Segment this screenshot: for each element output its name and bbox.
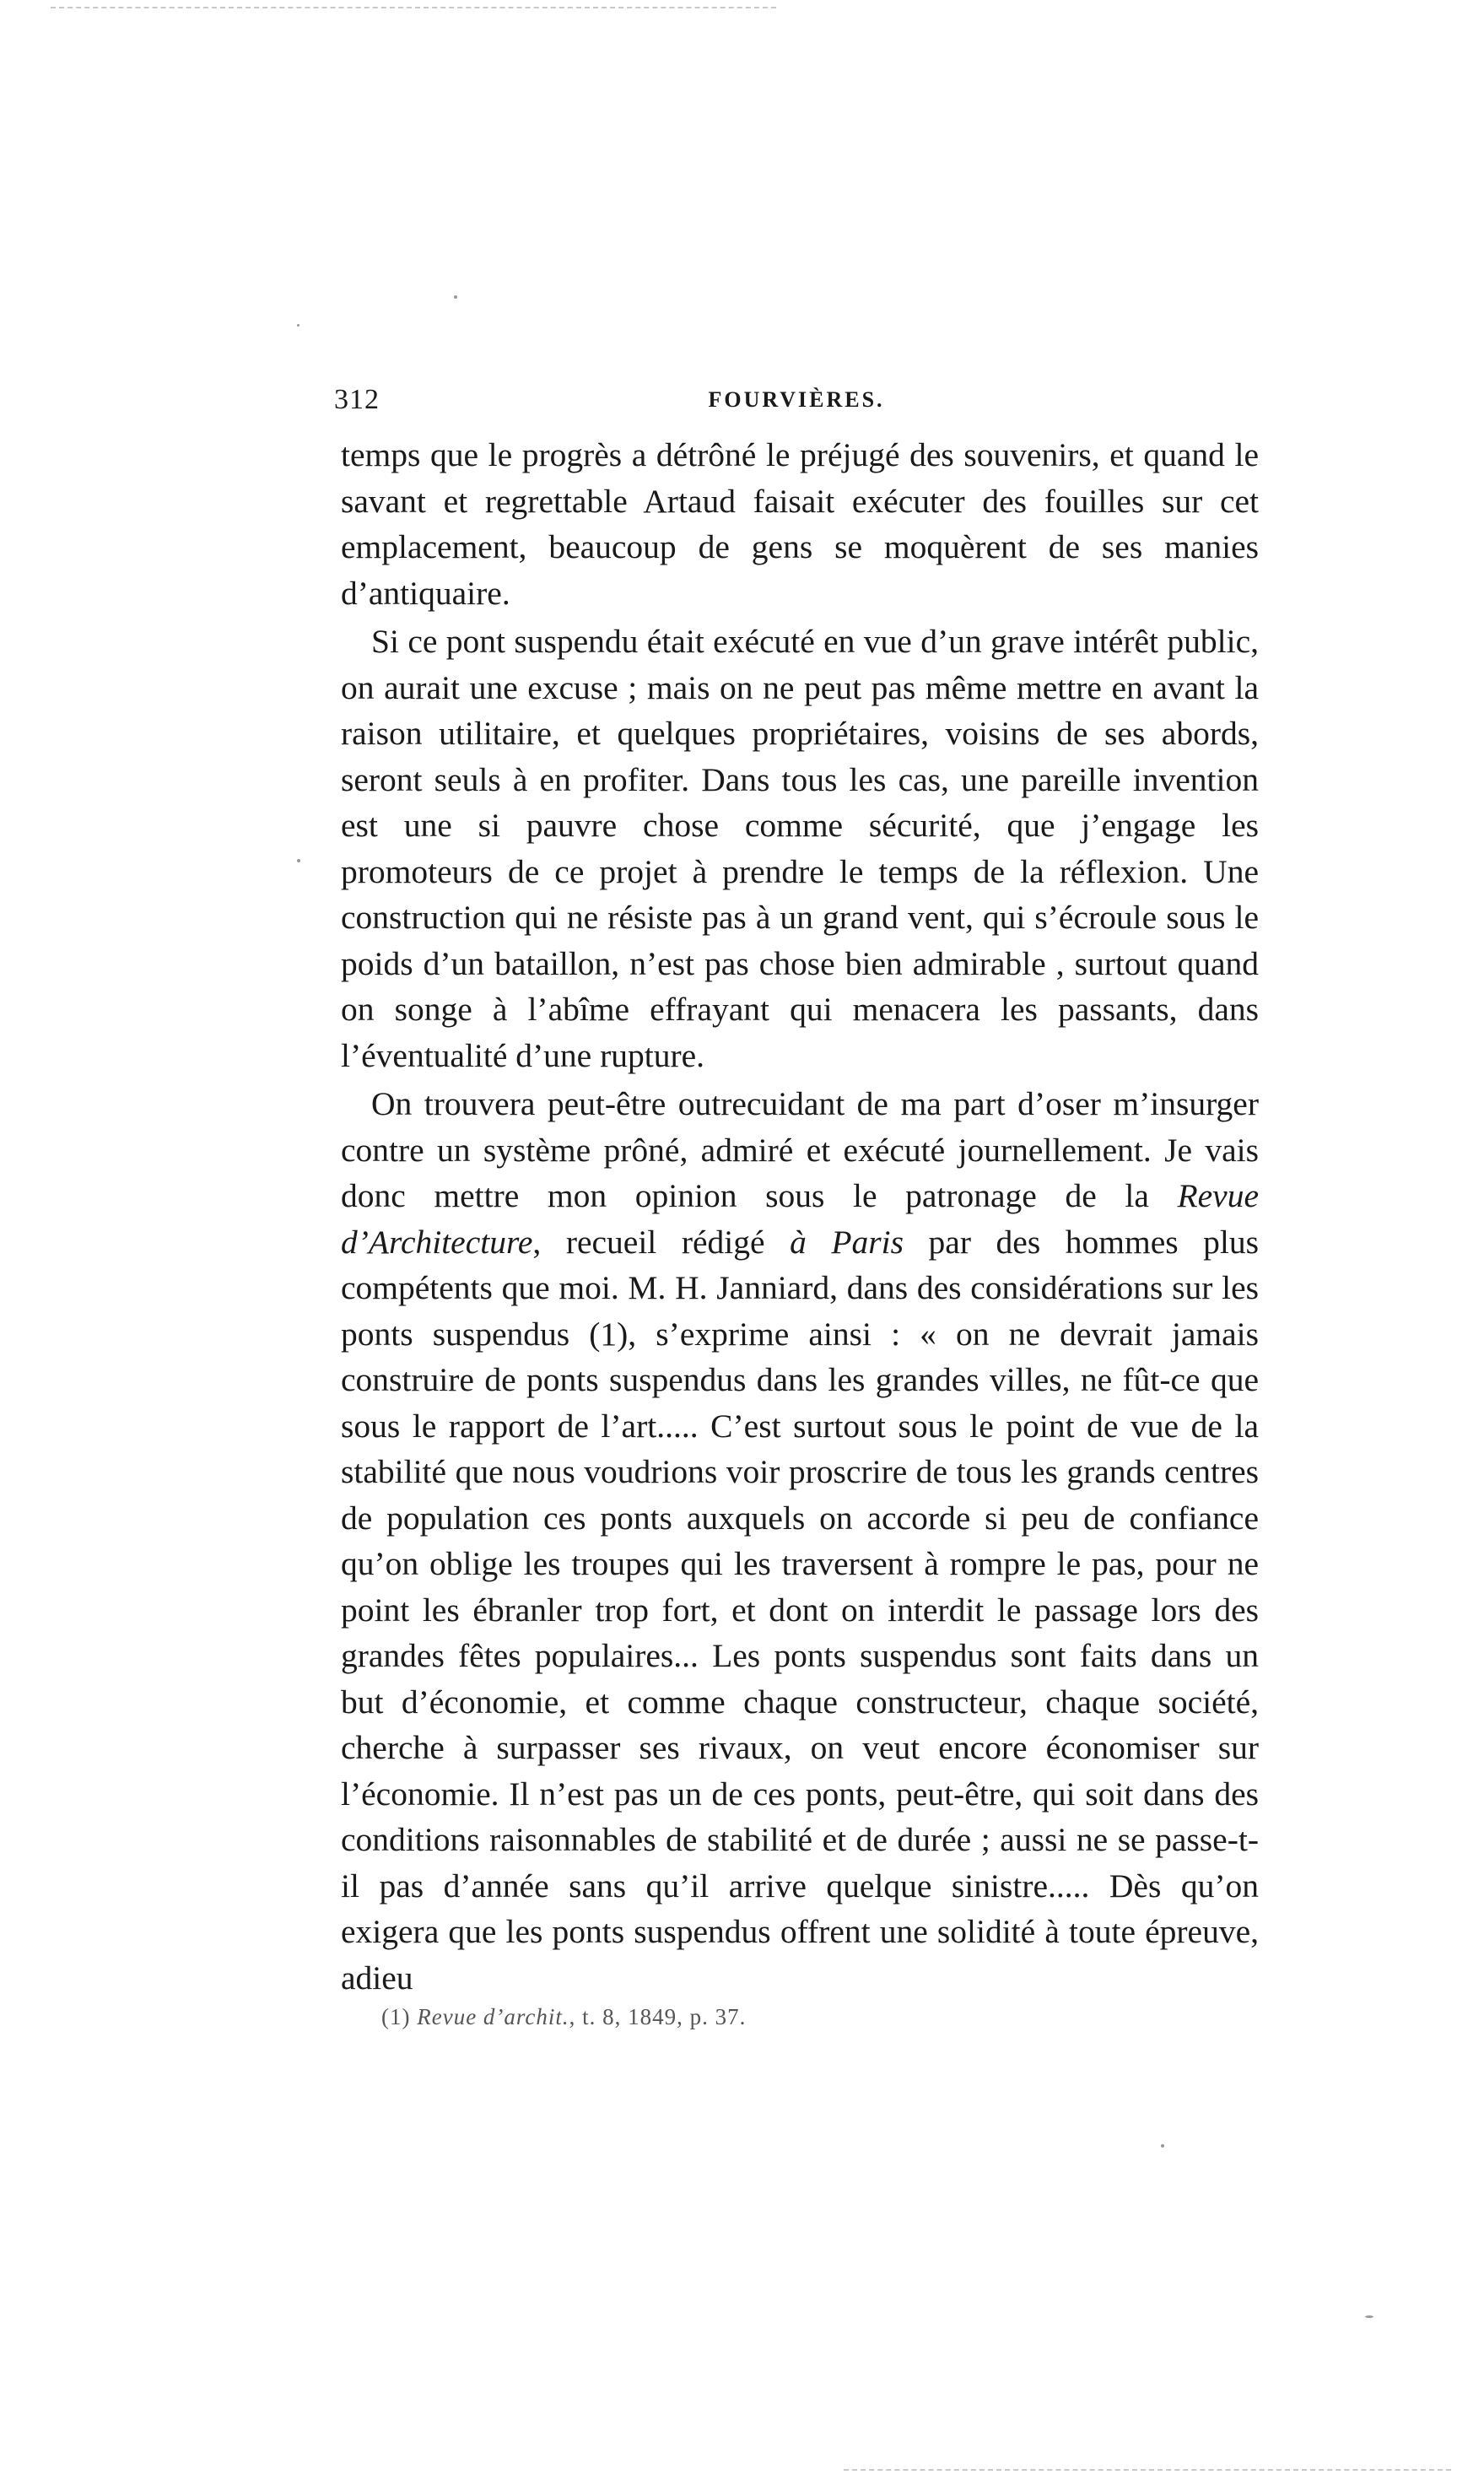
running-head — [334, 384, 1259, 421]
scan-speck — [297, 859, 300, 862]
paragraph-3-text-b: , recueil rédigé — [532, 1223, 791, 1261]
paragraph-2: Si ce pont suspendu était exécuté en vue d’un grave intérêt public, on aurait une excuse ; mais on ne peut pas même mettre en avant la raison utilitaire, et quelques propriétaires, voisins de ses abords, seront seuls à en profiter. Dans tous les cas, une pareille invention est une si pauvre chose comme sécurité, que j’engage les promoteurs de ce projet à prendre le temps de la réflexion. Une construction qui ne résiste pas à un grand vent, qui s’écroule sous le poids d’un bataillon, n’est pas chose bien admirable , surtout quand on songe à l’abîme effrayant qui menacera les passants, dans l’éventualité d’une rupture. — [341, 623, 1259, 1074]
scan-speck — [297, 324, 299, 327]
scan-speck — [1161, 2144, 1164, 2148]
paragraph-3-text-c: par des hommes plus compétents que moi. M. H. Janniard, dans des considérations sur les ponts suspendus (1), s’exprime ainsi : « on ne devrait jamais construire de ponts suspendus dans les grandes villes, ne fût-ce que sous le rapport de l’art..... C’est surtout sous le point de vue de la stabilité que nous voudrions voir proscrire de tous les grands centres de population ces ponts auxquels on accorde si peu de confiance qu’on oblige les troupes qui les traversent à rompre le pas, pour ne point les ébranler trop fort, et dont on interdit le passage lors des grandes fêtes populaires... Les ponts suspendus sont faits dans un but d’économie, et comme chaque constructeur, chaque société, cherche à surpasser ses rivaux, on veut encore économiser sur l’économie. Il n’est pas un de ces ponts, peut-être, qui soit dans des conditions raisonnables de stabilité et de durée ; aussi ne se passe-t-il pas d’année sans qu’il arrive quelque sinistre..... Dès qu’on exigera que les ponts suspendus offrent une solidité à toute épreuve, adieu — [341, 1223, 1259, 1996]
footnote-marker: (1) — [381, 2004, 411, 2029]
scan-edge-noise-top — [51, 7, 776, 10]
body-text — [341, 432, 1259, 2001]
scan-speck — [1365, 2315, 1373, 2318]
footnote-source: Revue d’archit. — [417, 2004, 569, 2029]
paragraph-3-italic-revue: Revue d’Architecture — [341, 1177, 1259, 1261]
paragraph-3-text-a: On trouvera peut-être outrecuidant de ma part d’oser m’insurger contre un système prôné, admiré et exécuté journellement. Je vais donc mettre mon opinion sous le patronage de la — [341, 1085, 1259, 1214]
paragraph-1: temps que le progrès a détrôné le préjugé des souvenirs, et quand le savant et regrettable Artaud faisait exécuter des fouilles sur cet emplacement, beaucoup de gens se moquèrent de ses manies d’antiquaire. — [341, 436, 1259, 612]
footnote — [381, 2004, 972, 2030]
footnote-citation: , t. 8, 1849, p. 37. — [569, 2004, 747, 2029]
paragraph-3-italic-paris: à Paris — [790, 1223, 904, 1261]
paragraph-3 — [341, 1081, 1259, 2001]
scan-edge-noise-bottom — [844, 2469, 1451, 2472]
running-head-title: FOURVIÈRES. — [708, 387, 885, 412]
page-number: 312 — [334, 384, 380, 415]
scan-speck — [454, 295, 457, 299]
